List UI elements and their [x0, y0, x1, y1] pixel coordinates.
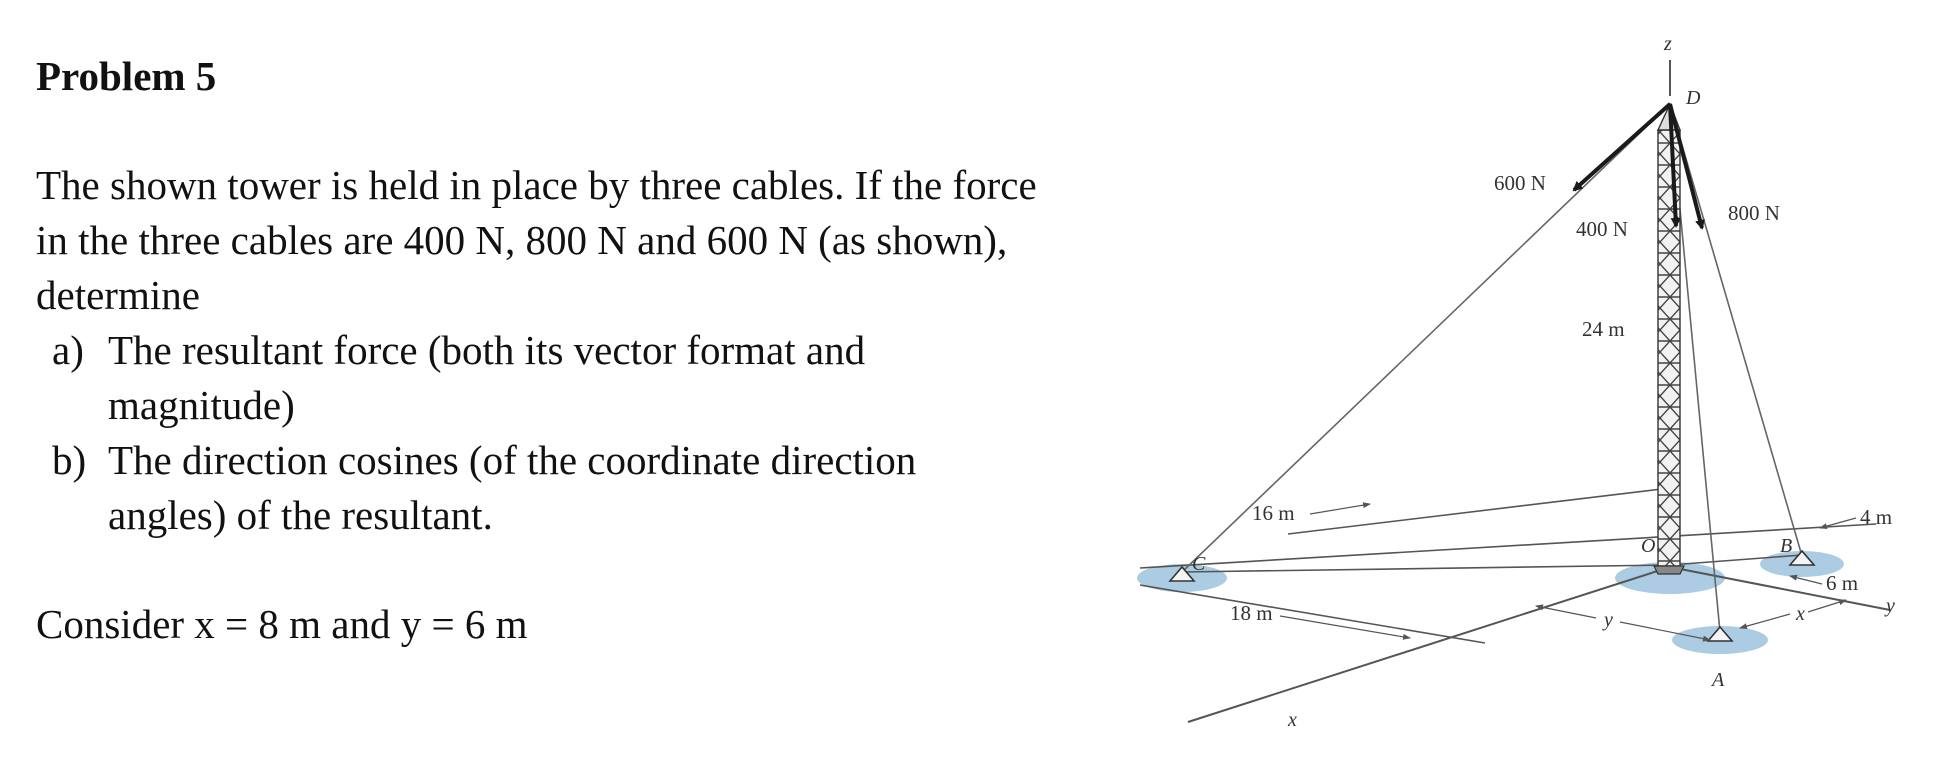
dim-y-arrow-left	[1536, 606, 1596, 618]
point-o-label: O	[1641, 535, 1656, 557]
dim-16m-arrow	[1310, 504, 1370, 514]
dim-x-arrow-left	[1740, 614, 1790, 628]
force-600-label: 600 N	[1494, 171, 1546, 195]
force-800-label: 800 N	[1728, 201, 1780, 225]
point-c-label: C	[1192, 553, 1206, 575]
cables	[1182, 104, 1802, 632]
force-600-arrow	[1574, 104, 1670, 190]
problem-intro: The shown tower is held in place by three cables. If the force in the three cables are 400 N, 800 N and 600 N (as shown), determine	[36, 162, 1037, 318]
part-letter: b)	[52, 437, 87, 483]
part-letter: a)	[52, 327, 84, 373]
tower-diagram	[1080, 0, 1944, 764]
dim-height-label: 24 m	[1582, 317, 1625, 341]
ground-line-c-parallel	[1140, 585, 1485, 643]
given-values: Consider x = 8 m and y = 6 m	[36, 601, 528, 647]
dim-x-arrow-right	[1808, 600, 1846, 612]
problem-title: Problem 5	[36, 53, 217, 99]
part-text: The resultant force (both its vector format and magnitude)	[108, 327, 866, 428]
axes	[1188, 60, 1893, 722]
dim-16m-label: 16 m	[1252, 501, 1295, 525]
point-d-label: D	[1686, 87, 1701, 109]
x-axis-line	[1188, 567, 1670, 722]
tower-truss	[1658, 130, 1680, 566]
point-b-label: B	[1780, 535, 1793, 557]
problem-part-b	[52, 433, 1056, 543]
ground-line-c-to-o	[1182, 565, 1670, 572]
dim-4m-label: 4 m	[1860, 505, 1893, 529]
dim-6m-label: 6 m	[1826, 571, 1859, 595]
tower-figure	[1080, 0, 1944, 769]
x-axis-label: x	[1288, 709, 1297, 731]
tower	[1654, 104, 1684, 574]
part-text: The direction cosines (of the coordinate direction angles) of the resultant.	[108, 437, 917, 538]
dim-18m-label: 18 m	[1230, 601, 1273, 625]
problem-parts-list	[36, 323, 1056, 543]
problem-text-panel	[36, 46, 1056, 652]
force-400-label: 400 N	[1576, 217, 1628, 241]
dim-y-label: y	[1604, 609, 1613, 631]
point-a-label: A	[1712, 669, 1725, 691]
force-arrows	[1574, 104, 1702, 228]
problem-part-a	[52, 323, 1056, 433]
z-axis-label: z	[1664, 33, 1672, 55]
cable-db	[1670, 104, 1802, 556]
dim-6m-arrow	[1790, 576, 1822, 584]
tower-base	[1654, 566, 1684, 574]
y-axis-label: y	[1886, 595, 1895, 617]
ground-line-back	[1288, 488, 1670, 534]
dim-x-label: x	[1796, 603, 1805, 625]
